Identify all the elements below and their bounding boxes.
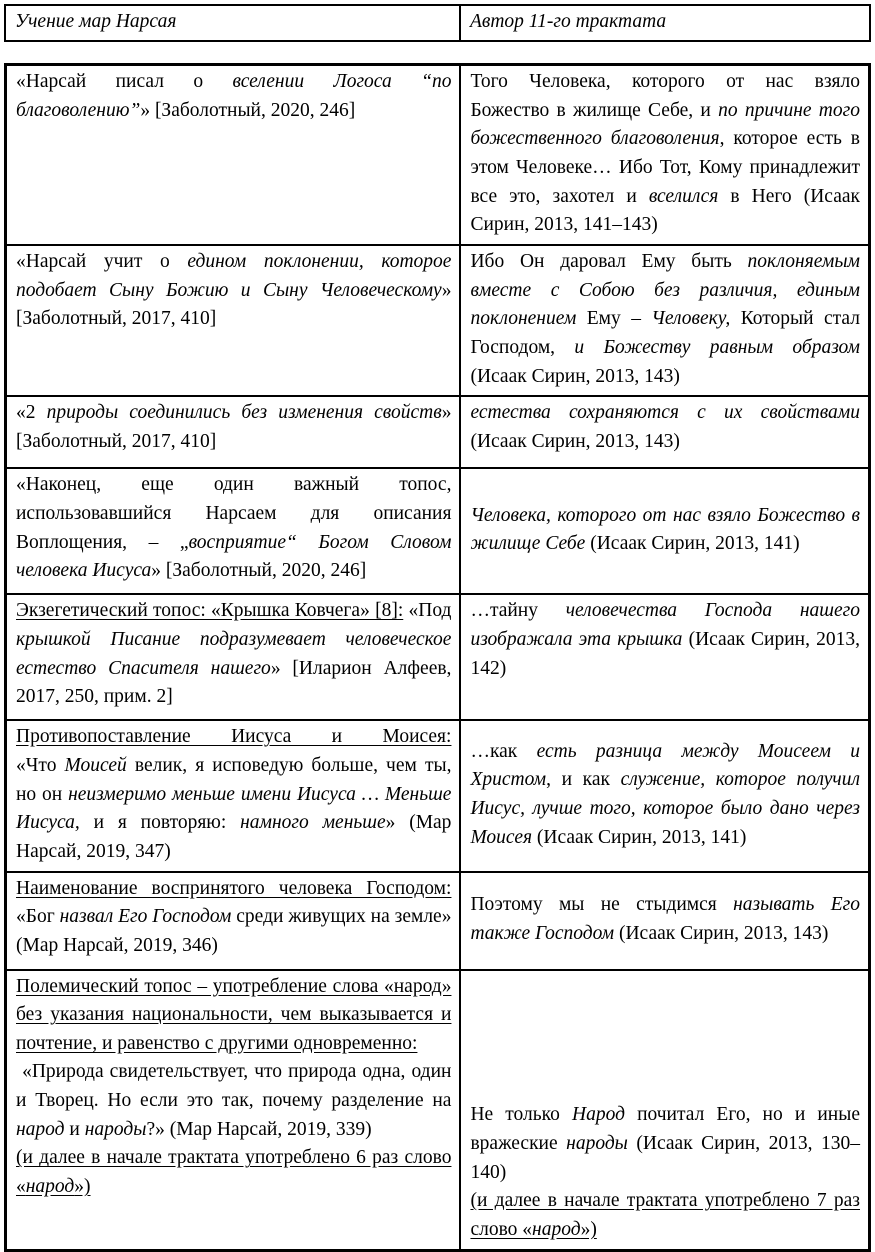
paragraph: Не только Народ почитал Его, но и иные вражеские народы (Исаак Сирин, 2013, 130–140) xyxy=(470,1104,860,1183)
paragraph: Автор 11-го трактата xyxy=(469,10,667,32)
paragraph: «Нарсай учит о едином поклонении, которое подобает Сыну Божию и Сыну Человеческому» [Заболотный, 2017, 410] xyxy=(16,250,452,330)
cell-r2-left xyxy=(6,245,461,396)
cell-r5-left xyxy=(6,594,461,720)
table-row xyxy=(6,970,870,1251)
cell-r6-left xyxy=(6,720,461,871)
paragraph: Ибо Он даровал Ему быть поклоняемым вместе с Собою без различия, единым поклонением Ему – Человеку, Который стал Господом, и Божеству равным образом (Исаак Сирин, 2013, 143) xyxy=(470,250,861,387)
paragraph: Того Человека, которого от нас взяло Божество в жилище Себе, и по причине того божественного благоволения, которое есть в этом Человеке… Ибо Тот, Кому принадлежит все это, захотел и вселился в Него (Исаак Сирин, 2013, 141–143) xyxy=(470,71,860,236)
cell-r3-right xyxy=(460,396,869,468)
table-row xyxy=(6,594,870,720)
header-cell-right xyxy=(460,5,870,41)
table-row xyxy=(6,720,870,871)
header-table xyxy=(4,4,871,42)
comparison-table xyxy=(4,63,871,1252)
paragraph: …тайну человечества Господа нашего изображала эта крышка (Исаак Сирин, 2013, 142) xyxy=(470,600,860,679)
paragraph: Полемический топос – употребление слова «народ» без указания национальности, чем выказывается и почтение, и равенство с другими одновременно: xyxy=(16,975,452,1054)
cell-r4-left xyxy=(6,468,461,594)
paragraph: естества сохраняются с их свойствами (Исаак Сирин, 2013, 143) xyxy=(470,402,860,452)
table-row xyxy=(6,468,870,594)
paragraph: «Нарсай писал о вселении Логоса “по благоволению”» [Заболотный, 2020, 246] xyxy=(16,71,452,121)
cell-r1-left xyxy=(6,65,461,245)
paragraph: (и далее в начале трактата употреблено 6 раз слово «народ») xyxy=(16,1147,452,1198)
cell-r2-right xyxy=(460,245,869,396)
cell-r8-left xyxy=(6,970,461,1251)
paragraph: Экзегетический топос: «Крышка Ковчега» [8]: «Под крышкой Писание подразумевает человеческое естество Спасителя нашего» [Иларион Алфеев, 2017, 250, прим. 2] xyxy=(16,600,452,708)
table-row xyxy=(6,65,870,245)
cell-r4-right xyxy=(460,468,869,594)
cell-r8-right xyxy=(460,970,869,1251)
cell-r3-left xyxy=(6,396,461,468)
paragraph: «Наконец, еще один важный топос, использовавшийся Нарсаем для описания Воплощения, – „восприятие“ Богом Словом человека Иисуса» [Заболотный, 2020, 246] xyxy=(16,474,452,582)
paragraph: (и далее в начале трактата употреблено 7 раз слово «народ») xyxy=(470,1190,860,1240)
paragraph: «Природа свидетельствует, что природа одна, один и Творец. Но если это так, почему разделение на народ и народы?» (Мар Нарсай, 2019, 339) xyxy=(16,1061,452,1140)
paragraph: «Что Моисей велик, я исповедую больше, чем ты, но он неизмеримо меньше имени Иисуса … Меньше Иисуса, и я повторяю: намного меньше» (Мар Нарсай, 2019, 347) xyxy=(16,754,452,862)
paragraph: «2 природы соединились без изменения свойств» [Заболотный, 2017, 410] xyxy=(16,402,452,452)
table-gap xyxy=(4,42,871,63)
paragraph: Человека, которого от нас взяло Божество в жилище Себе (Исаак Сирин, 2013, 141) xyxy=(470,504,860,555)
paragraph: Учение мар Нарсая xyxy=(15,10,177,32)
paragraph: Противопоставление Иисуса и Моисея: xyxy=(16,726,452,748)
cell-r6-right xyxy=(460,720,869,871)
cell-r5-right xyxy=(460,594,869,720)
paragraph: …как есть разница между Моисеем и Христом, и как служение, которое получил Иисус, лучше того, которое было дано через Моисея (Исаак Сирин, 2013, 141) xyxy=(470,740,860,848)
cell-r7-left xyxy=(6,872,461,970)
header-row xyxy=(5,5,870,41)
table-row xyxy=(6,245,870,396)
table-row xyxy=(6,872,870,970)
cell-r1-right xyxy=(460,65,869,245)
paragraph: Поэтому мы не стыдимся называть Его также Господом (Исаак Сирин, 2013, 143) xyxy=(470,893,860,944)
cell-r7-right xyxy=(460,872,869,970)
paragraph: Наименование воспринятого человека Господом: «Бог назвал Его Господом среди живущих на земле» (Мар Нарсай, 2019, 346) xyxy=(16,877,452,956)
header-cell-left xyxy=(5,5,460,41)
table-row xyxy=(6,396,870,468)
